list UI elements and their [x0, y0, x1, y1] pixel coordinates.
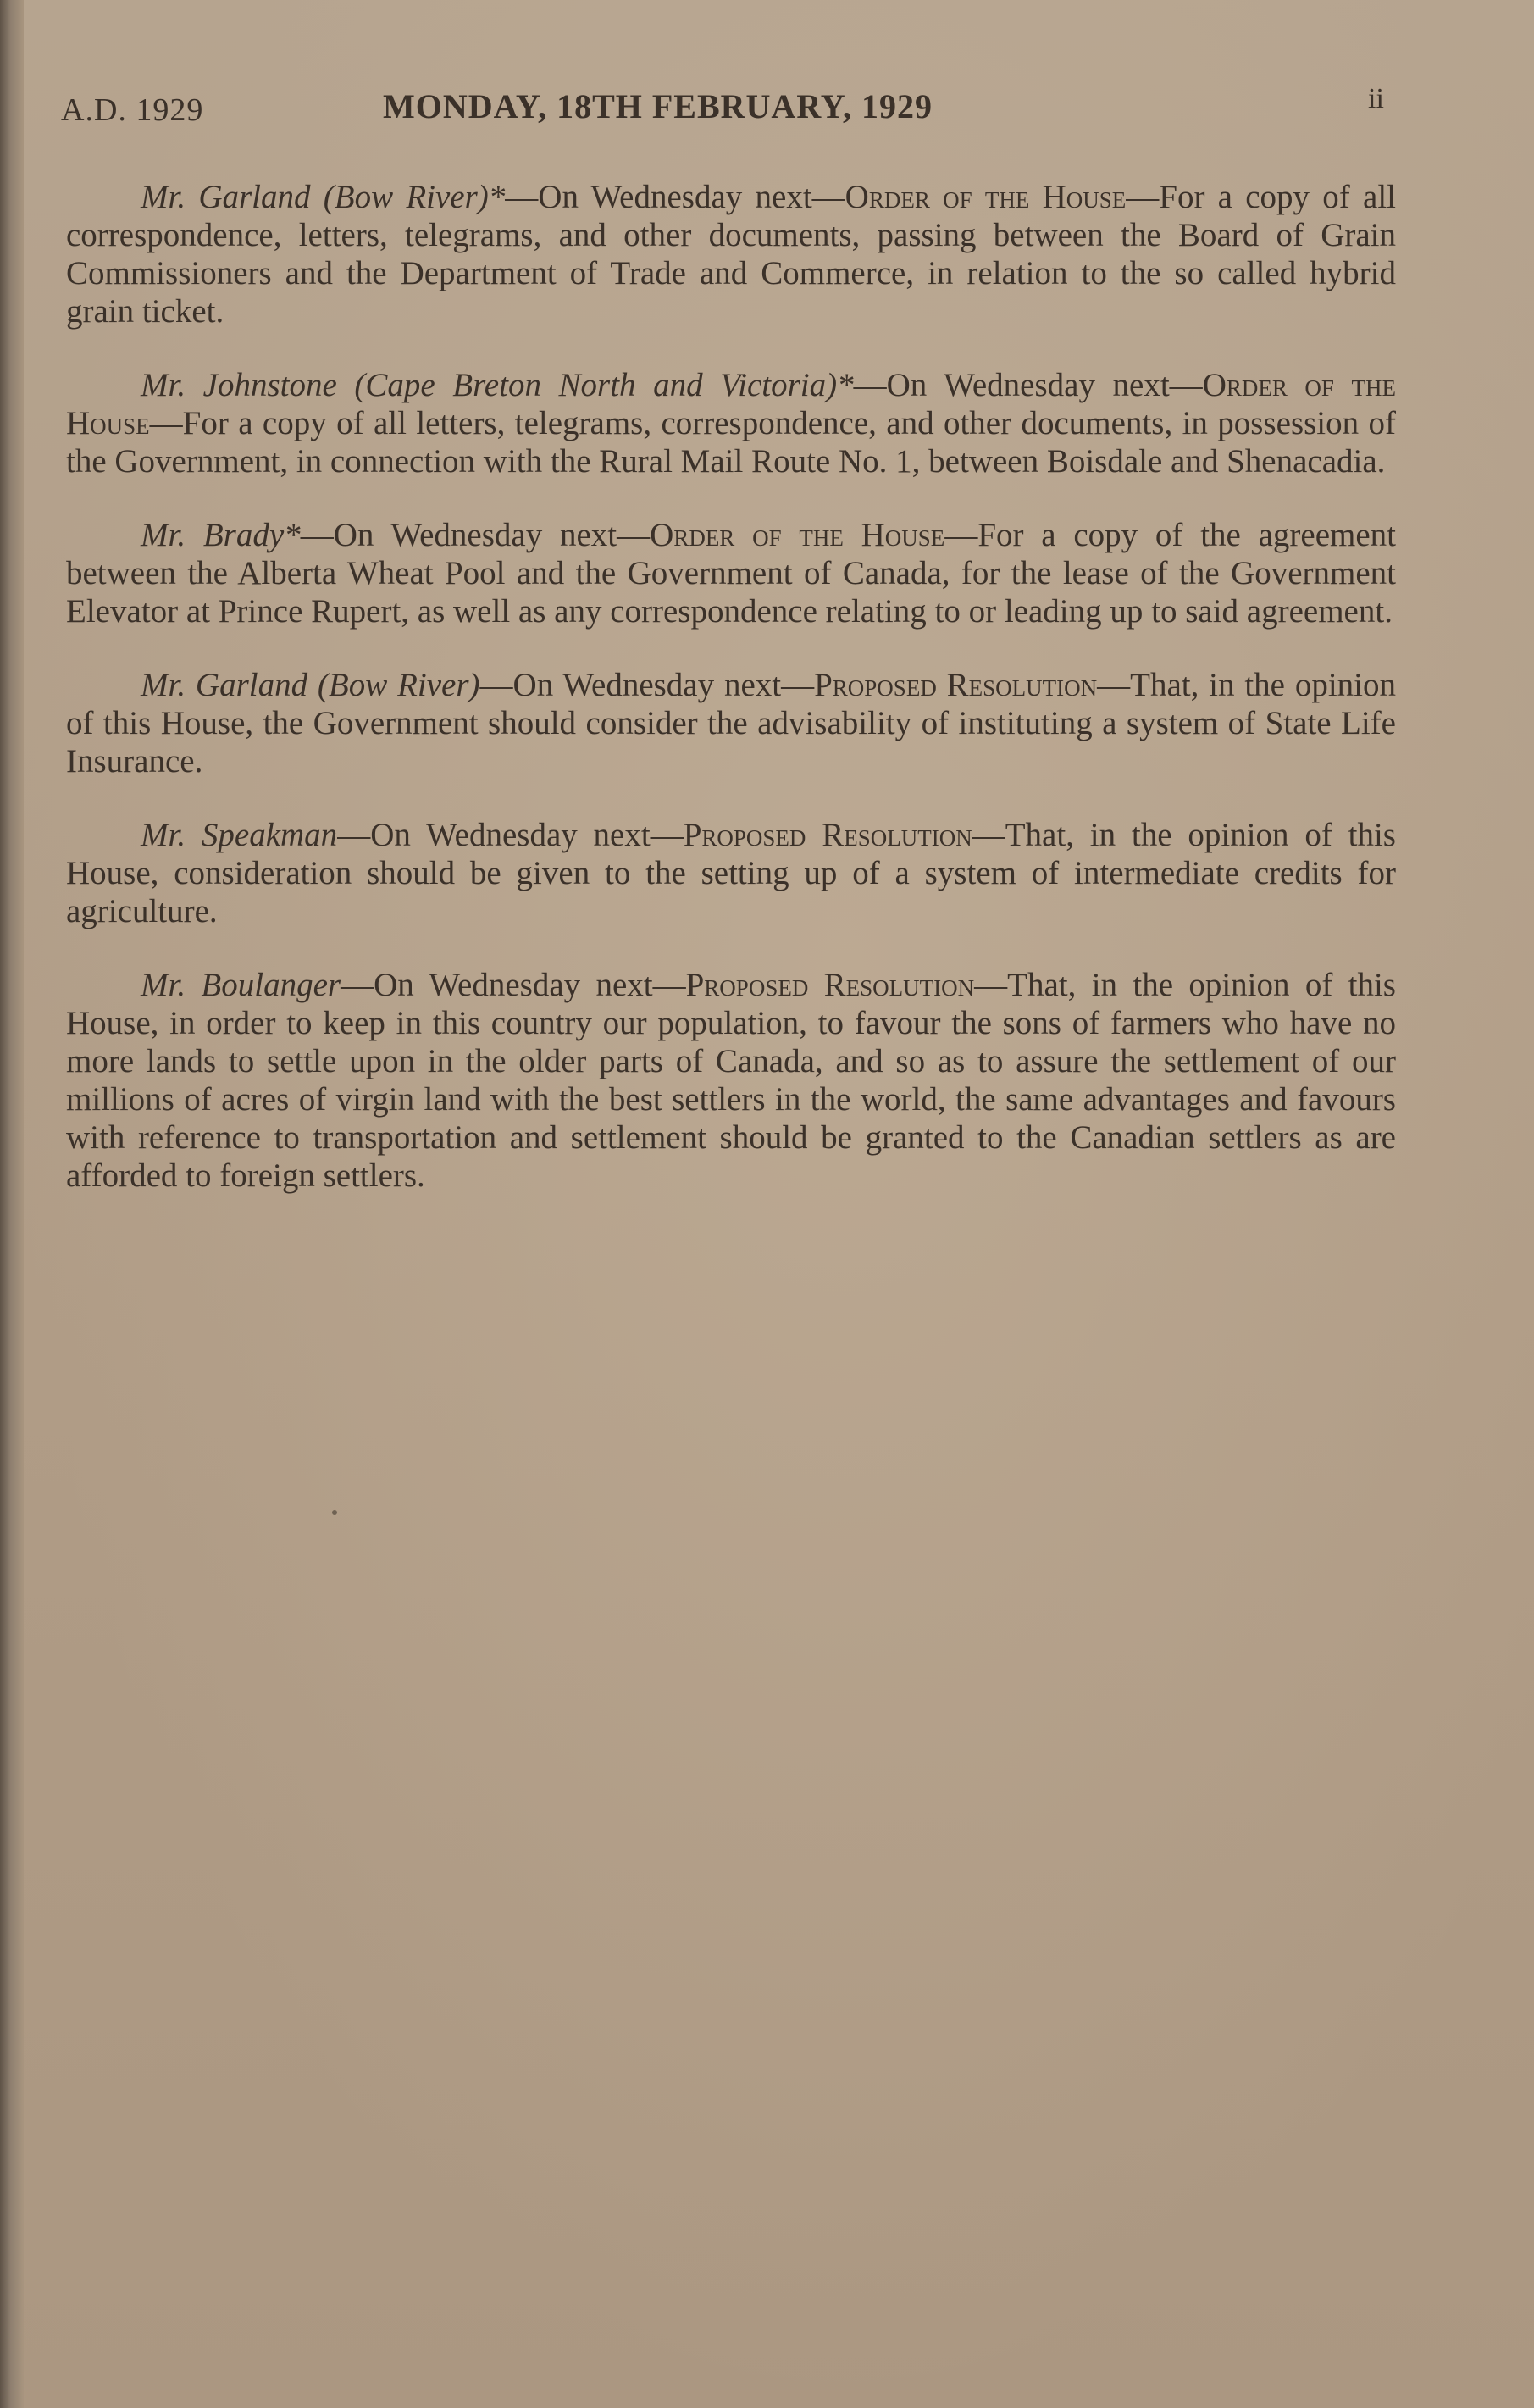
notice-entry — [66, 816, 1396, 930]
member-name: Mr. Boulanger — [141, 967, 341, 1003]
header-year: A.D. 1929 — [61, 92, 204, 128]
notice-text: —For a copy of all letters, telegrams, correspondence, and other documents, in possession of the Government, in connection with the Rural Mail Route No. 1, between Boisdale and Shenacadia. — [66, 405, 1396, 480]
notice-text: —That, in the opinion of this House, consideration should be given to the setting up of a system of intermediate credits for agriculture. — [66, 817, 1396, 929]
notice-entry — [66, 966, 1396, 1195]
member-name: Mr. Brady* — [141, 517, 301, 553]
notice-type: Proposed Resolution — [683, 817, 972, 853]
header-date: MONDAY, 18TH FEBRUARY, 1929 — [383, 87, 933, 125]
member-name: Mr. Speakman — [141, 817, 338, 853]
notices-list — [66, 178, 1396, 1230]
notice-type: Order of the House — [650, 517, 945, 553]
notice-connector: —On Wednesday next— — [479, 667, 815, 703]
member-name: Mr. Garland (Bow River) — [141, 667, 480, 703]
notice-type: Order of the House — [66, 367, 1397, 441]
notice-text: —For a copy of all correspondence, letters, telegrams, and other documents, passing between the Board of Grain Commissioners and the Department of Trade and Commerce, in relation to the so called hybrid grain ticket. — [66, 179, 1396, 330]
notice-entry — [66, 366, 1396, 480]
notice-type: Order of the House — [845, 179, 1127, 215]
page-spine-shadow — [0, 0, 24, 2408]
notice-text: —For a copy of the agreement between the Alberta Wheat Pool and the Government of Canada, for the lease of the Government Elevator at Prince Rupert, as well as any correspondence relating to or leading up to said agreement. — [66, 517, 1397, 630]
notice-entry — [66, 516, 1396, 630]
notice-connector: —On Wednesday next— — [300, 517, 651, 553]
notice-connector: —On Wednesday next— — [853, 367, 1203, 403]
notice-text: —That, in the opinion of this House, the Government should consider the advisability of instituting a system of State Life Insurance. — [66, 667, 1396, 780]
notice-type: Proposed Resolution — [685, 967, 975, 1003]
notice-type: Proposed Resolution — [814, 667, 1098, 703]
notice-entry — [66, 178, 1396, 330]
notice-entry — [66, 666, 1396, 780]
running-header — [51, 76, 1406, 127]
notice-connector: —On Wednesday next— — [505, 179, 845, 215]
notice-connector: —On Wednesday next— — [337, 817, 684, 853]
notice-text: —That, in the opinion of this House, in order to keep in this country our population, to favour the sons of farmers who have no more lands to settle upon in the older parts of Canada, and so as to assure the settlement of our millions of acres of virgin land with the best settlers in the world, the same advantages and favours with reference to transportation and settlement should be granted to the Canadian settlers as are afforded to foreign settlers. — [66, 967, 1396, 1194]
member-name: Mr. Garland (Bow River)* — [141, 179, 506, 215]
paper-speck — [332, 1510, 337, 1515]
notice-connector: —On Wednesday next— — [341, 967, 686, 1003]
member-name: Mr. Johnstone (Cape Breton North and Victoria)* — [141, 367, 854, 403]
page-number: ii — [1368, 83, 1384, 114]
